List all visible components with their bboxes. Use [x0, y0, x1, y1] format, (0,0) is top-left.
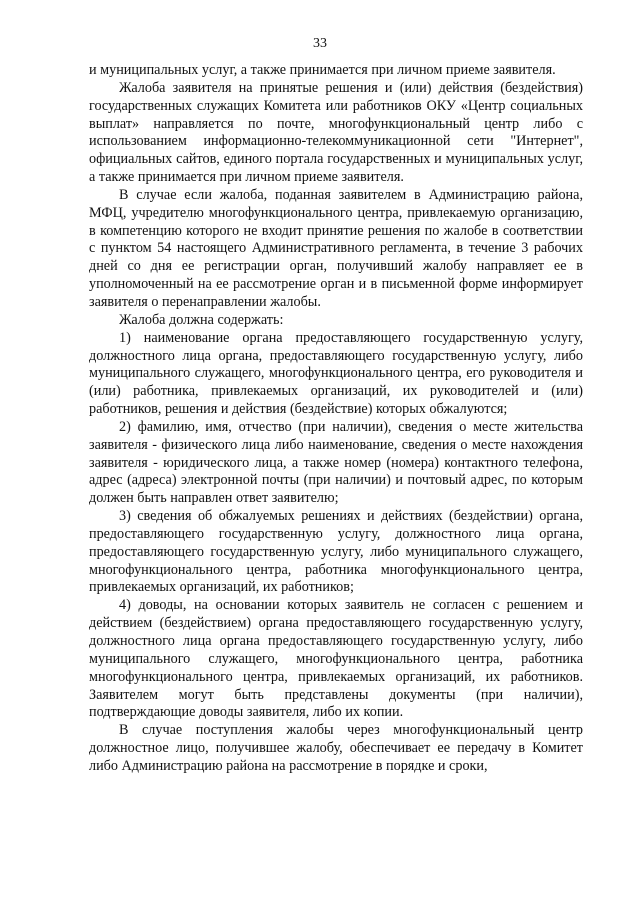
list-item-4: 4) доводы, на основании которых заявитель не согласен с решением и действием (бездействием) органа предоставляющего государственную услугу, должностного лица органа предоставляющего государственную услугу, либо муниципального служащего, многофункционального центра, работника многофункционального центра, привлекаемых организаций, их работников. Заявителем могут быть представлены документы (при наличии), подтверждающие доводы заявителя, либо их копии.	[89, 597, 583, 721]
paragraph-complaint-redirect: В случае если жалоба, поданная заявителем в Администрацию района, МФЦ, учредителю многофункционального центра, привлекаемую организацию, в компетенцию которого не входит принятие решения по жалобе в соответствии с пунктом 54 настоящего Административного регламента, в течение 3 рабочих дней со дня ее регистрации орган, получивший жалобу направляет ее в уполномоченный на ее рассмотрение орган и в письменной форме информирует заявителя о перенаправлении жалобы.	[89, 186, 583, 310]
paragraph-complaint-contents-heading: Жалоба должна содержать:	[119, 311, 284, 328]
paragraph-continuation: и муниципальных услуг, а также принимается при личном приеме заявителя.	[89, 62, 556, 78]
page-number: 33	[313, 36, 327, 51]
paragraph-mfc-transfer: В случае поступления жалобы через многофункциональный центр должностное лицо, получившее жалобу, обеспечивает ее передачу в Комитет либо Администрацию района на рассмотрение в порядке и сроки,	[89, 722, 583, 774]
paragraph-complaint-delivery: Жалоба заявителя на принятые решения и (или) действия (бездействия) государственных служащих Комитета или работников ОКУ «Центр социальных выплат» направляется по почте, многофункциональный центр либо с использованием информационно-телекоммуникационной сети "Интернет", официальных сайтов, единого портала государственных и муниципальных услуг, а также принимается при личном приеме заявителя.	[89, 79, 583, 186]
document-body	[89, 62, 583, 776]
list-item-2: 2) фамилию, имя, отчество (при наличии), сведения о месте жительства заявителя - физического лица либо наименование, сведения о месте нахождения заявителя - юридического лица, а также номер (номера) контактного телефона, адрес (адреса) электронной почты (при наличии) и почтовый адрес, по которым должен быть направлен ответ заявителю;	[89, 418, 583, 507]
list-item-3: 3) сведения об обжалуемых решениях и действиях (бездействии) органа, предоставляющего государственную услугу, должностного лица органа, предоставляющего государственную услугу, либо муниципального служащего, многофункционального центра, работника многофункционального центра, привлекаемых организаций, их работников;	[89, 508, 583, 596]
list-item-1: 1) наименование органа предоставляющего государственную услугу, должностного лица органа, предоставляющего государственную услугу, либо муниципального служащего, многофункционального центра, его руководителя и (или) работника, привлекаемых организаций, их руководителей и (или) работников, решения и действия (бездействие) которых обжалуются;	[89, 329, 583, 418]
